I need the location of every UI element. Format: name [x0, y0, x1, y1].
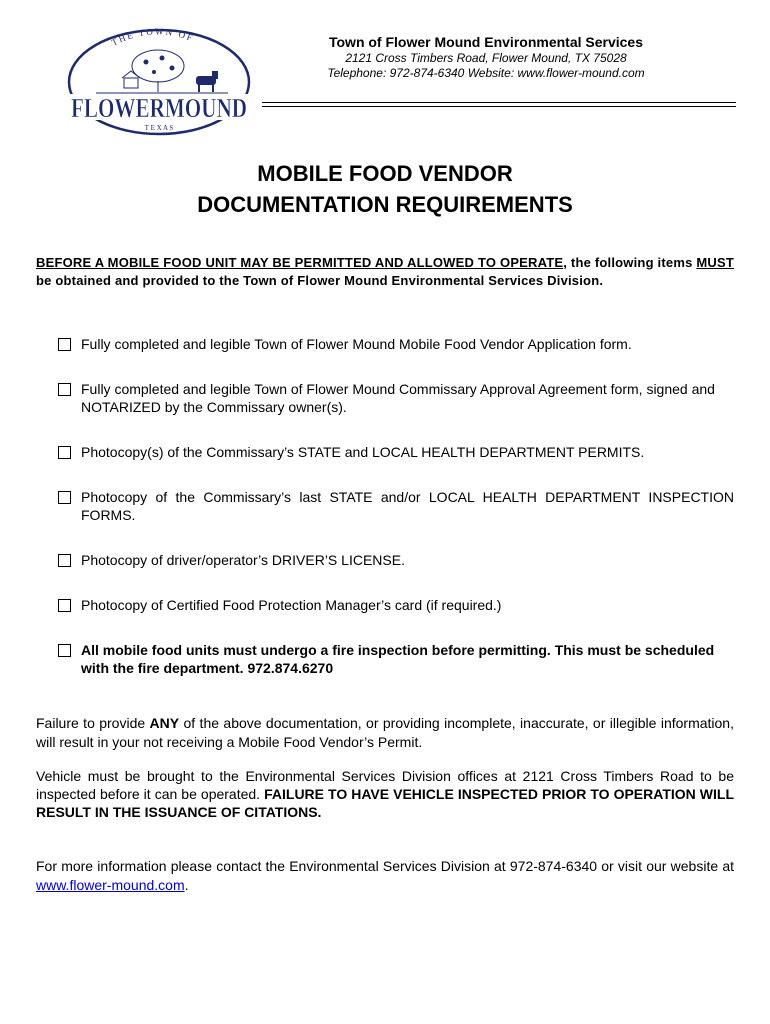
organization-address: 2121 Cross Timbers Road, Flower Mound, TX 75028 [345, 51, 627, 65]
checkbox[interactable] [58, 338, 71, 351]
checklist-item-text: All mobile food units must undergo a fire inspection before permitting. This must be scheduled with the fire department. 972.874.6270 [81, 642, 715, 676]
checklist-item-text: Photocopy(s) of the Commissary’s STATE and LOCAL HEALTH DEPARTMENT PERMITS. [81, 444, 645, 460]
website-link[interactable]: www.flower-mound.com [36, 877, 185, 893]
checklist-item [58, 596, 734, 614]
logo-arc-text: THE TOWN OF [109, 26, 196, 48]
checkbox[interactable] [58, 491, 71, 504]
intro-text-b: be obtained and provided to the Town of Flower Mound Environmental Services Division. [36, 273, 604, 288]
organization-header [290, 34, 682, 81]
checklist-item-fire-inspection [58, 641, 734, 677]
checkbox[interactable] [58, 644, 71, 657]
requirements-checklist [58, 335, 734, 704]
intro-must: MUST [696, 255, 734, 270]
intro-text-a: the following items [567, 255, 697, 270]
vehicle-note-warning: FAILURE TO HAVE VEHICLE INSPECTED PRIOR TO OPERATION WILL RESULT IN THE ISSUANCE OF CITATIONS. [36, 786, 734, 820]
vehicle-note-text: Vehicle must be brought to the Environmental Services Division offices at 2121 Cross Timbers Road to be inspected before it can be operated. [36, 768, 734, 802]
flower-mound-logo [66, 26, 252, 136]
title-line-1: MOBILE FOOD VENDOR [257, 161, 513, 186]
tree-icon [132, 50, 184, 92]
organization-contact: Telephone: 972-874-6340 Website: www.flower-mound.com [327, 66, 645, 80]
house-icon [122, 71, 140, 88]
failure-note-any: ANY [149, 715, 180, 731]
checklist-item-text: Fully completed and legible Town of Flower Mound Mobile Food Vendor Application form. [81, 336, 632, 352]
contact-note [36, 857, 734, 895]
contact-note-text: For more information please contact the Environmental Services Division at 972-874-6340 or visit our website at [36, 858, 734, 874]
title-line-2: DOCUMENTATION REQUIREMENTS [197, 192, 573, 217]
checklist-item [58, 443, 734, 461]
horse-icon [196, 71, 218, 92]
intro-lead: BEFORE A MOBILE FOOD UNIT MAY BE PERMITTED AND ALLOWED TO OPERATE, [36, 255, 568, 270]
failure-note-text-a: Failure to provide [36, 715, 150, 731]
checklist-item [58, 335, 734, 353]
document-title [0, 158, 770, 220]
checklist-item-text: Photocopy of driver/operator’s DRIVER’S LICENSE. [81, 552, 405, 568]
logo-state: T E X A S [144, 124, 174, 132]
vehicle-note [36, 767, 734, 821]
checkbox[interactable] [58, 383, 71, 396]
checklist-item [58, 551, 734, 569]
checkbox[interactable] [58, 446, 71, 459]
logo-wordmark: FLOWERMOUND [71, 93, 247, 123]
checklist-item [58, 488, 734, 524]
intro-paragraph [36, 254, 734, 290]
failure-note-text-b: of the above documentation, or providing incomplete, inaccurate, or illegible information, will result in your not receiving a Mobile Food Vendor’s Permit. [36, 715, 734, 750]
checklist-item-text: Photocopy of the Commissary’s last STATE and/or LOCAL HEALTH DEPARTMENT INSPECTION FORMS. [81, 489, 734, 523]
header-rule-top [262, 102, 736, 103]
header-rule-bottom [262, 106, 736, 107]
organization-name: Town of Flower Mound Environmental Services [328, 34, 643, 50]
contact-note-period: . [184, 877, 189, 893]
checkbox[interactable] [58, 599, 71, 612]
failure-note [36, 714, 734, 752]
checklist-item-text: Fully completed and legible Town of Flower Mound Commissary Approval Agreement form, signed and NOTARIZED by the Commissary owner(s). [81, 381, 715, 415]
checkbox[interactable] [58, 554, 71, 567]
checklist-item-text: Photocopy of Certified Food Protection Manager’s card (if required.) [81, 597, 502, 613]
checklist-item [58, 380, 734, 416]
